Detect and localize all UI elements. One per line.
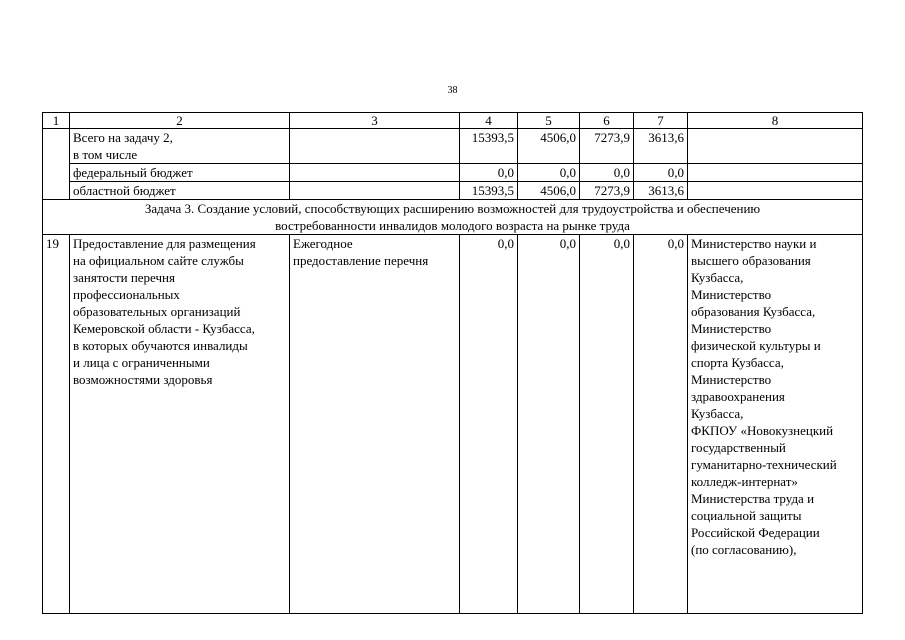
header-cell: 7 [634, 113, 688, 129]
summary-name-cell: областной бюджет [70, 182, 290, 200]
summary-row-regional [43, 182, 863, 200]
executor-line: колледж-интернат» [691, 474, 798, 489]
header-cell: 1 [43, 113, 70, 129]
header-cell: 8 [688, 113, 863, 129]
executor-line: здравоохранения [691, 389, 785, 404]
row19-c7: 0,0 [634, 235, 688, 614]
executor-line: образования Кузбасса, [691, 304, 816, 319]
executor-line: Министерство [691, 372, 772, 387]
header-cell: 5 [518, 113, 580, 129]
task3-line: Задача 3. Создание условий, способствующих расширению возможностей для трудоустройства и обеспечению [144, 201, 761, 216]
result-line: предоставление перечня [293, 253, 429, 268]
executor-line: Министерство науки и [691, 236, 817, 251]
summary-c6: 7273,9 [580, 129, 634, 164]
table-row-19 [43, 235, 863, 614]
executor-line: Российской Федерации [691, 525, 820, 540]
summary-row-federal [43, 164, 863, 182]
program-table [42, 112, 863, 614]
executor-line: Министерство [691, 287, 772, 302]
executor-line: Министерство [691, 321, 772, 336]
summary-c8 [688, 182, 863, 200]
measure-name-cell [70, 235, 290, 614]
row-number: 19 [43, 235, 70, 614]
measure-line: занятости перечня [73, 270, 175, 285]
summary-c8 [688, 164, 863, 182]
task3-line: востребованности инвалидов молодого возраста на рынке труда [275, 218, 630, 233]
page-number: 38 [447, 85, 458, 96]
summary-c8 [688, 129, 863, 164]
measure-line: профессиональных [73, 287, 180, 302]
summary-c4: 0,0 [460, 164, 518, 182]
measure-line: и лица с ограниченными [73, 355, 210, 370]
measure-line: Предоставление для размещения [73, 236, 256, 251]
empty-num-cell [43, 129, 70, 200]
header-row [43, 113, 863, 129]
executor-line: социальной защиты [691, 508, 802, 523]
header-cell: 4 [460, 113, 518, 129]
row19-c4: 0,0 [460, 235, 518, 614]
summary-c7: 3613,6 [634, 129, 688, 164]
measure-line: в которых обучаются инвалиды [73, 338, 248, 353]
summary-c3 [290, 182, 460, 200]
summary-row-total [43, 129, 863, 164]
executor-line: ФКПОУ «Новокузнецкий [691, 423, 834, 438]
row19-c5: 0,0 [518, 235, 580, 614]
summary-c7: 0,0 [634, 164, 688, 182]
executor-cell [688, 235, 863, 614]
executor-line: гуманитарно-технический [691, 457, 837, 472]
summary-c7: 3613,6 [634, 182, 688, 200]
summary-name-cell: федеральный бюджет [70, 164, 290, 182]
row19-c6: 0,0 [580, 235, 634, 614]
summary-c6: 0,0 [580, 164, 634, 182]
summary-c5: 4506,0 [518, 129, 580, 164]
summary-name-line: Всего на задачу 2, [73, 130, 173, 145]
measure-line: образовательных организаций [73, 304, 241, 319]
result-line: Ежегодное [293, 236, 353, 251]
executor-line: высшего образования [691, 253, 811, 268]
result-cell [290, 235, 460, 614]
executor-line: Министерства труда и [691, 491, 815, 506]
summary-c5: 0,0 [518, 164, 580, 182]
summary-c3 [290, 164, 460, 182]
executor-line: (по согласованию), [691, 542, 797, 557]
summary-c4: 15393,5 [460, 129, 518, 164]
task3-row [43, 200, 863, 235]
summary-c4: 15393,5 [460, 182, 518, 200]
executor-line: государственный [691, 440, 786, 455]
executor-line: спорта Кузбасса, [691, 355, 784, 370]
summary-c5: 4506,0 [518, 182, 580, 200]
measure-line: на официальном сайте службы [73, 253, 244, 268]
summary-c3 [290, 129, 460, 164]
executor-line: физической культуры и [691, 338, 821, 353]
task3-heading [43, 200, 863, 235]
summary-name-cell [70, 129, 290, 164]
header-cell: 6 [580, 113, 634, 129]
header-cell: 3 [290, 113, 460, 129]
measure-line: возможностями здоровья [73, 372, 213, 387]
header-cell: 2 [70, 113, 290, 129]
measure-line: Кемеровской области - Кузбасса, [73, 321, 255, 336]
summary-name-line: в том числе [73, 147, 138, 162]
summary-c6: 7273,9 [580, 182, 634, 200]
executor-line: Кузбасса, [691, 406, 744, 421]
executor-line: Кузбасса, [691, 270, 744, 285]
